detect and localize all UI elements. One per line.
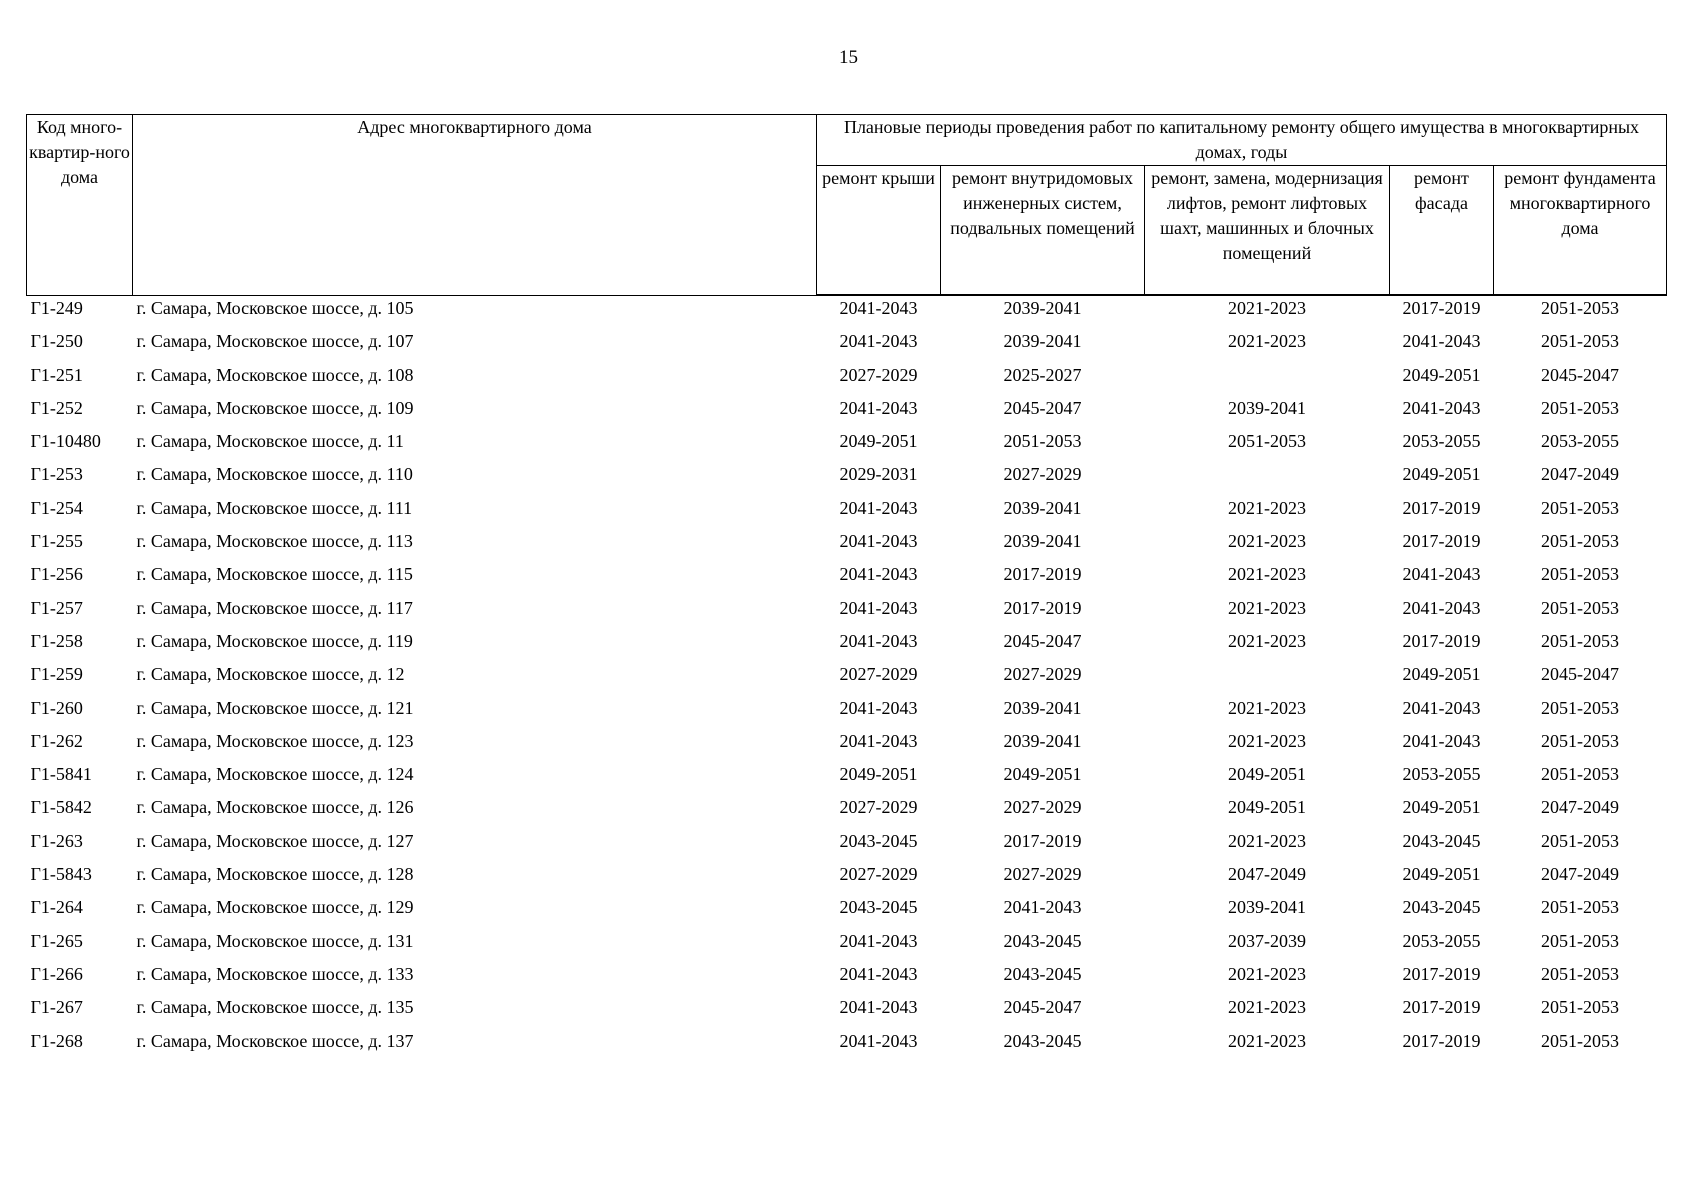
cell-address: г. Самара, Московское шоссе, д. 131 bbox=[136, 930, 414, 951]
cell-facade: 2041-2043 bbox=[1402, 564, 1481, 585]
cell-engineering: 2039-2041 bbox=[1003, 331, 1082, 352]
cell-foundation: 2051-2053 bbox=[1541, 531, 1619, 552]
cell-elevators: 2021-2023 bbox=[1228, 697, 1306, 718]
table-row bbox=[27, 931, 1667, 964]
cell-engineering: 2043-2045 bbox=[1003, 930, 1082, 951]
table-row bbox=[27, 897, 1667, 930]
cell-foundation: 2051-2053 bbox=[1541, 830, 1619, 851]
cell-address: г. Самара, Московское шоссе, д. 128 bbox=[136, 864, 414, 885]
cell-elevators: 2021-2023 bbox=[1228, 298, 1306, 318]
cell-address: г. Самара, Московское шоссе, д. 12 bbox=[136, 664, 405, 685]
cell-facade: 2049-2051 bbox=[1402, 664, 1481, 685]
cell-engineering: 2041-2043 bbox=[1003, 897, 1082, 918]
cell-foundation: 2051-2053 bbox=[1541, 564, 1619, 585]
cell-code: Г1-267 bbox=[30, 997, 83, 1018]
cell-code: Г1-260 bbox=[30, 697, 83, 718]
cell-foundation: 2051-2053 bbox=[1541, 963, 1619, 984]
table-row bbox=[27, 498, 1667, 531]
cell-facade: 2041-2043 bbox=[1402, 397, 1481, 418]
cell-code: Г1-262 bbox=[30, 730, 83, 751]
cell-engineering: 2039-2041 bbox=[1003, 730, 1082, 751]
cell-roof: 2027-2029 bbox=[839, 664, 918, 685]
table-body bbox=[27, 295, 1667, 1064]
cell-foundation: 2051-2053 bbox=[1541, 298, 1619, 318]
cell-roof: 2041-2043 bbox=[839, 997, 918, 1018]
cell-address: г. Самара, Московское шоссе, д. 121 bbox=[136, 697, 414, 718]
cell-address: г. Самара, Московское шоссе, д. 108 bbox=[136, 364, 414, 385]
cell-engineering: 2027-2029 bbox=[1003, 797, 1082, 818]
cell-code: Г1-266 bbox=[30, 963, 83, 984]
cell-code: Г1-252 bbox=[30, 397, 83, 418]
cell-code: Г1-259 bbox=[30, 664, 83, 685]
cell-address: г. Самара, Московское шоссе, д. 124 bbox=[136, 764, 414, 785]
cell-roof: 2041-2043 bbox=[839, 597, 918, 618]
cell-engineering: 2043-2045 bbox=[1003, 963, 1082, 984]
cell-facade: 2053-2055 bbox=[1402, 764, 1481, 785]
cell-engineering: 2027-2029 bbox=[1003, 664, 1082, 685]
cell-code: Г1-265 bbox=[30, 930, 83, 951]
cell-address: г. Самара, Московское шоссе, д. 137 bbox=[136, 1030, 414, 1051]
cell-facade: 2041-2043 bbox=[1402, 697, 1481, 718]
cell-roof: 2049-2051 bbox=[839, 431, 918, 452]
cell-foundation: 2051-2053 bbox=[1541, 897, 1619, 918]
cell-engineering: 2039-2041 bbox=[1003, 697, 1082, 718]
cell-foundation: 2051-2053 bbox=[1541, 497, 1619, 518]
cell-roof: 2041-2043 bbox=[839, 697, 918, 718]
cell-code: Г1-10480 bbox=[30, 431, 101, 452]
cell-engineering: 2017-2019 bbox=[1003, 830, 1082, 851]
table-row bbox=[27, 764, 1667, 797]
cell-elevators: 2021-2023 bbox=[1228, 564, 1306, 585]
cell-engineering: 2045-2047 bbox=[1003, 397, 1082, 418]
cell-elevators: 2021-2023 bbox=[1228, 730, 1306, 751]
page-number: 15 bbox=[839, 47, 858, 68]
cell-code: Г1-256 bbox=[30, 564, 83, 585]
cell-facade: 2017-2019 bbox=[1402, 997, 1481, 1018]
cell-facade: 2017-2019 bbox=[1402, 531, 1481, 552]
cell-facade: 2041-2043 bbox=[1402, 730, 1481, 751]
cell-code: Г1-251 bbox=[30, 364, 83, 385]
cell-facade: 2053-2055 bbox=[1402, 930, 1481, 951]
cell-roof: 2027-2029 bbox=[839, 364, 918, 385]
cell-roof: 2041-2043 bbox=[839, 331, 918, 352]
cell-elevators: 2021-2023 bbox=[1228, 830, 1306, 851]
cell-roof: 2049-2051 bbox=[839, 764, 918, 785]
cell-facade: 2017-2019 bbox=[1402, 298, 1481, 318]
cell-foundation: 2053-2055 bbox=[1541, 431, 1619, 452]
header-engineering: ремонт внутридомовых инженерных систем, подвальных помещений bbox=[941, 166, 1145, 296]
cell-address: г. Самара, Московское шоссе, д. 127 bbox=[136, 830, 414, 851]
header-facade: ремонт фасада bbox=[1390, 166, 1494, 296]
cell-engineering: 2027-2029 bbox=[1003, 464, 1082, 485]
cell-foundation: 2047-2049 bbox=[1541, 464, 1619, 485]
header-elevators: ремонт, замена, модернизация лифтов, ремонт лифтовых шахт, машинных и блочных помещений bbox=[1145, 166, 1390, 296]
cell-elevators bbox=[1145, 365, 1390, 398]
cell-facade: 2049-2051 bbox=[1402, 364, 1481, 385]
cell-elevators: 2021-2023 bbox=[1228, 630, 1306, 651]
cell-roof: 2043-2045 bbox=[839, 830, 918, 851]
cell-address: г. Самара, Московское шоссе, д. 107 bbox=[136, 331, 414, 352]
cell-roof: 2041-2043 bbox=[839, 1030, 918, 1051]
cell-elevators: 2021-2023 bbox=[1228, 1030, 1306, 1051]
table-row bbox=[27, 295, 1667, 331]
cell-foundation: 2051-2053 bbox=[1541, 397, 1619, 418]
cell-roof: 2041-2043 bbox=[839, 397, 918, 418]
capital-repair-table bbox=[26, 114, 1667, 1064]
cell-code: Г1-5843 bbox=[30, 864, 92, 885]
cell-code: Г1-263 bbox=[30, 830, 83, 851]
cell-code: Г1-264 bbox=[30, 897, 83, 918]
cell-address: г. Самара, Московское шоссе, д. 126 bbox=[136, 797, 414, 818]
cell-foundation: 2047-2049 bbox=[1541, 864, 1619, 885]
cell-facade: 2041-2043 bbox=[1402, 597, 1481, 618]
cell-engineering: 2045-2047 bbox=[1003, 630, 1082, 651]
table-row bbox=[27, 631, 1667, 664]
header-address: Адрес многоквартирного дома bbox=[133, 115, 817, 296]
cell-foundation: 2051-2053 bbox=[1541, 630, 1619, 651]
cell-foundation: 2047-2049 bbox=[1541, 797, 1619, 818]
cell-engineering: 2039-2041 bbox=[1003, 298, 1082, 318]
cell-address: г. Самара, Московское шоссе, д. 110 bbox=[136, 464, 413, 485]
table-row bbox=[27, 464, 1667, 497]
header-code: Код много-квартир-ного дома bbox=[27, 115, 133, 296]
table-row bbox=[27, 431, 1667, 464]
cell-elevators: 2037-2039 bbox=[1228, 930, 1306, 951]
cell-roof: 2029-2031 bbox=[839, 464, 918, 485]
cell-facade: 2053-2055 bbox=[1402, 431, 1481, 452]
cell-engineering: 2017-2019 bbox=[1003, 564, 1082, 585]
cell-address: г. Самара, Московское шоссе, д. 117 bbox=[136, 597, 413, 618]
cell-address: г. Самара, Московское шоссе, д. 133 bbox=[136, 963, 414, 984]
cell-foundation: 2051-2053 bbox=[1541, 331, 1619, 352]
cell-foundation: 2051-2053 bbox=[1541, 1030, 1619, 1051]
cell-code: Г1-5842 bbox=[30, 797, 92, 818]
cell-address: г. Самара, Московское шоссе, д. 129 bbox=[136, 897, 414, 918]
cell-roof: 2041-2043 bbox=[839, 730, 918, 751]
cell-elevators: 2039-2041 bbox=[1228, 897, 1306, 918]
cell-engineering: 2039-2041 bbox=[1003, 497, 1082, 518]
table-row bbox=[27, 831, 1667, 864]
table-row bbox=[27, 797, 1667, 830]
table-row bbox=[27, 1031, 1667, 1064]
cell-foundation: 2051-2053 bbox=[1541, 764, 1619, 785]
cell-address: г. Самара, Московское шоссе, д. 119 bbox=[136, 630, 413, 651]
cell-address: г. Самара, Московское шоссе, д. 105 bbox=[136, 297, 414, 318]
cell-elevators: 2021-2023 bbox=[1228, 331, 1306, 352]
cell-code: Г1-5841 bbox=[30, 764, 92, 785]
cell-elevators bbox=[1145, 464, 1390, 497]
cell-elevators: 2051-2053 bbox=[1228, 431, 1306, 452]
cell-engineering: 2051-2053 bbox=[1003, 431, 1082, 452]
cell-code: Г1-255 bbox=[30, 531, 83, 552]
cell-address: г. Самара, Московское шоссе, д. 115 bbox=[136, 564, 413, 585]
cell-roof: 2041-2043 bbox=[839, 564, 918, 585]
cell-foundation: 2045-2047 bbox=[1541, 664, 1619, 685]
cell-facade: 2017-2019 bbox=[1402, 497, 1481, 518]
cell-elevators: 2047-2049 bbox=[1228, 864, 1306, 885]
cell-engineering: 2025-2027 bbox=[1003, 364, 1082, 385]
table-row bbox=[27, 698, 1667, 731]
cell-engineering: 2045-2047 bbox=[1003, 997, 1082, 1018]
cell-roof: 2041-2043 bbox=[839, 630, 918, 651]
table-row bbox=[27, 997, 1667, 1030]
cell-foundation: 2051-2053 bbox=[1541, 997, 1619, 1018]
table-row bbox=[27, 664, 1667, 697]
cell-elevators: 2021-2023 bbox=[1228, 997, 1306, 1018]
cell-roof: 2041-2043 bbox=[839, 497, 918, 518]
cell-elevators: 2021-2023 bbox=[1228, 497, 1306, 518]
table-row bbox=[27, 864, 1667, 897]
cell-facade: 2041-2043 bbox=[1402, 331, 1481, 352]
table-row bbox=[27, 598, 1667, 631]
cell-elevators: 2039-2041 bbox=[1228, 397, 1306, 418]
cell-facade: 2017-2019 bbox=[1402, 963, 1481, 984]
cell-engineering: 2017-2019 bbox=[1003, 597, 1082, 618]
cell-elevators: 2049-2051 bbox=[1228, 797, 1306, 818]
cell-roof: 2027-2029 bbox=[839, 797, 918, 818]
table-row bbox=[27, 564, 1667, 597]
cell-facade: 2017-2019 bbox=[1402, 630, 1481, 651]
cell-engineering: 2039-2041 bbox=[1003, 531, 1082, 552]
cell-foundation: 2051-2053 bbox=[1541, 730, 1619, 751]
cell-foundation: 2051-2053 bbox=[1541, 930, 1619, 951]
table-row bbox=[27, 964, 1667, 997]
table-row bbox=[27, 531, 1667, 564]
cell-code: Г1-254 bbox=[30, 497, 83, 518]
cell-address: г. Самара, Московское шоссе, д. 123 bbox=[136, 730, 414, 751]
cell-foundation: 2051-2053 bbox=[1541, 597, 1619, 618]
cell-facade: 2043-2045 bbox=[1402, 897, 1481, 918]
cell-address: г. Самара, Московское шоссе, д. 109 bbox=[136, 397, 414, 418]
cell-elevators: 2021-2023 bbox=[1228, 531, 1306, 552]
table-row bbox=[27, 365, 1667, 398]
cell-address: г. Самара, Московское шоссе, д. 135 bbox=[136, 997, 414, 1018]
cell-foundation: 2051-2053 bbox=[1541, 697, 1619, 718]
table-row bbox=[27, 398, 1667, 431]
cell-address: г. Самара, Московское шоссе, д. 113 bbox=[136, 531, 413, 552]
cell-elevators: 2021-2023 bbox=[1228, 597, 1306, 618]
cell-facade: 2049-2051 bbox=[1402, 864, 1481, 885]
cell-code: Г1-258 bbox=[30, 630, 83, 651]
cell-roof: 2043-2045 bbox=[839, 897, 918, 918]
table-row bbox=[27, 331, 1667, 364]
cell-facade: 2043-2045 bbox=[1402, 830, 1481, 851]
header-roof: ремонт крыши bbox=[817, 166, 941, 296]
header-foundation: ремонт фундамента многоквартирного дома bbox=[1494, 166, 1667, 296]
cell-engineering: 2049-2051 bbox=[1003, 764, 1082, 785]
cell-foundation: 2045-2047 bbox=[1541, 364, 1619, 385]
cell-address: г. Самара, Московское шоссе, д. 11 bbox=[136, 431, 404, 452]
cell-facade: 2049-2051 bbox=[1402, 464, 1481, 485]
cell-elevators bbox=[1145, 664, 1390, 697]
cell-code: Г1-257 bbox=[30, 597, 83, 618]
cell-engineering: 2043-2045 bbox=[1003, 1030, 1082, 1051]
cell-roof: 2041-2043 bbox=[839, 531, 918, 552]
cell-roof: 2041-2043 bbox=[839, 930, 918, 951]
cell-roof: 2041-2043 bbox=[839, 963, 918, 984]
cell-roof: 2041-2043 bbox=[839, 298, 918, 318]
header-periods-group: Плановые периоды проведения работ по капитальному ремонту общего имущества в многоквартирных домах, годы bbox=[817, 115, 1667, 166]
cell-code: Г1-268 bbox=[30, 1030, 83, 1051]
cell-elevators: 2049-2051 bbox=[1228, 764, 1306, 785]
cell-code: Г1-250 bbox=[30, 331, 83, 352]
cell-code: Г1-253 bbox=[30, 464, 83, 485]
cell-facade: 2049-2051 bbox=[1402, 797, 1481, 818]
cell-elevators: 2021-2023 bbox=[1228, 963, 1306, 984]
table-row bbox=[27, 731, 1667, 764]
cell-address: г. Самара, Московское шоссе, д. 111 bbox=[136, 497, 413, 518]
cell-roof: 2027-2029 bbox=[839, 864, 918, 885]
cell-engineering: 2027-2029 bbox=[1003, 864, 1082, 885]
cell-code: Г1-249 bbox=[30, 297, 83, 318]
cell-facade: 2017-2019 bbox=[1402, 1030, 1481, 1051]
